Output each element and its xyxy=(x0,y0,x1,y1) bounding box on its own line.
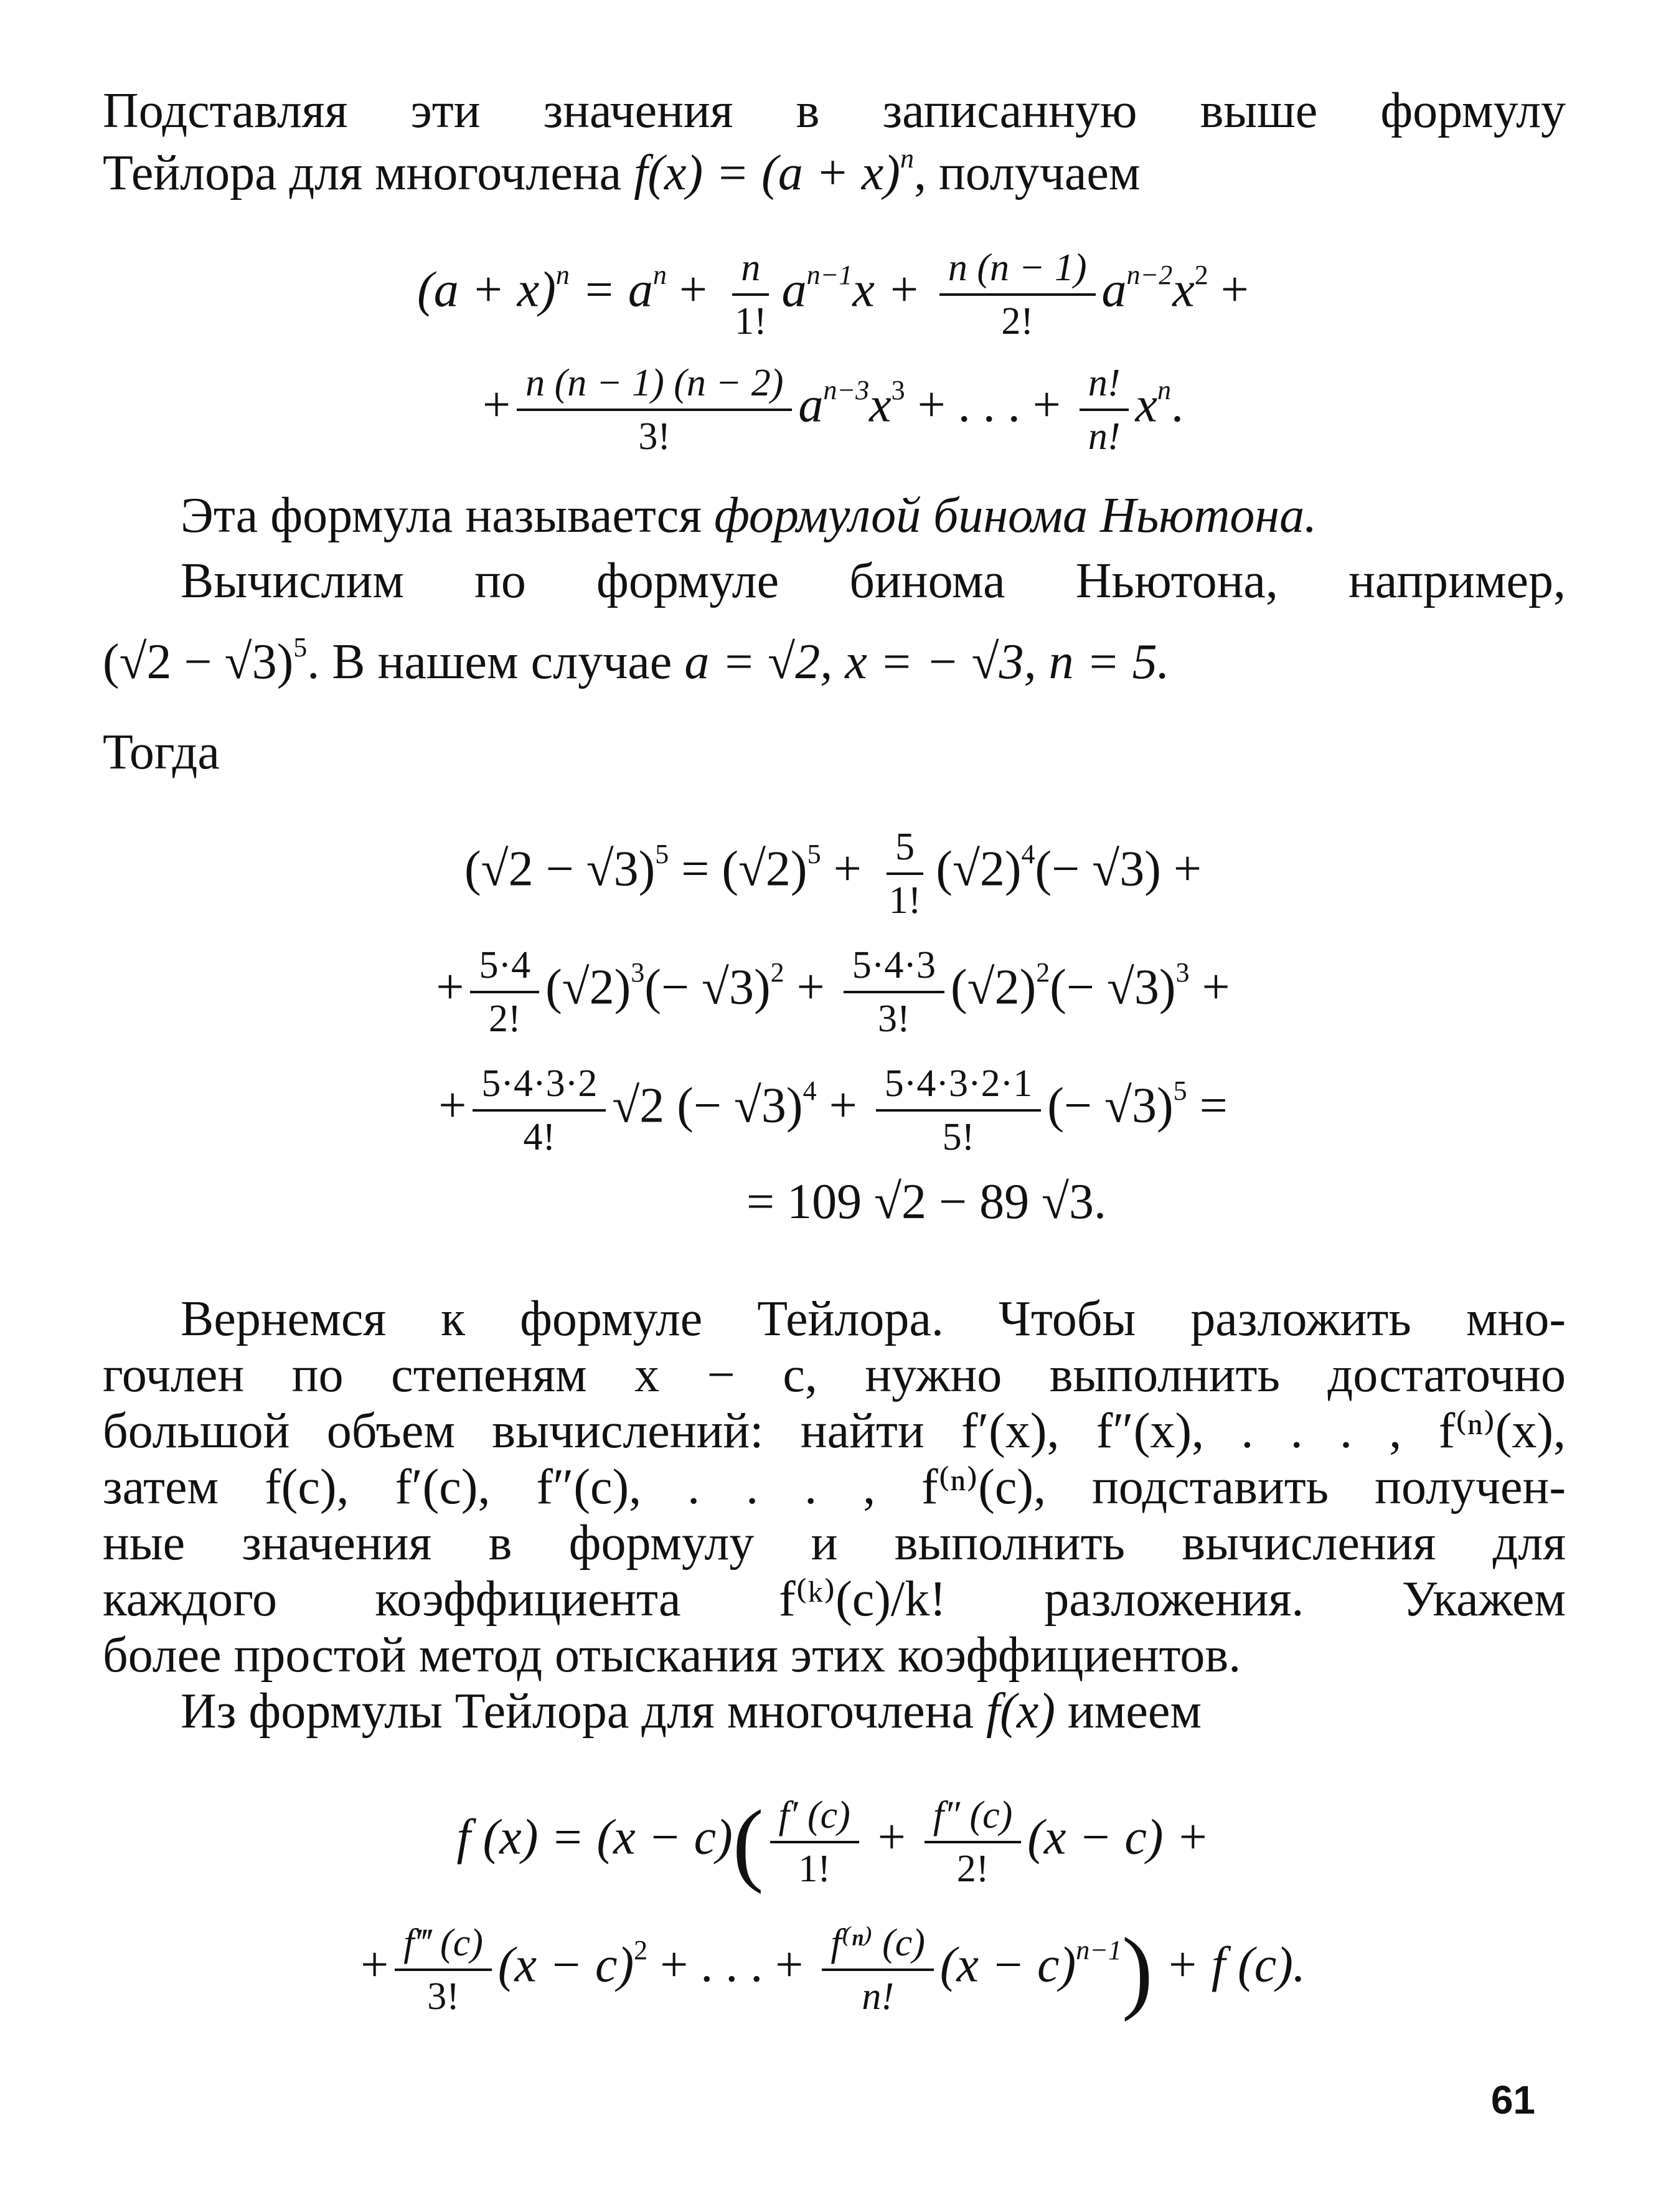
fraction-denominator: 5! xyxy=(942,1116,975,1158)
math: (√2 − √3) xyxy=(103,635,294,689)
math-sup: 2 xyxy=(1194,260,1208,291)
math-sup: 5 xyxy=(807,839,821,870)
math-sup: n xyxy=(652,260,667,291)
fraction-numerator: 5·4·3 xyxy=(844,943,944,993)
emphasis-text: формулой бинома Ньютона. xyxy=(714,488,1317,543)
math: (√2) xyxy=(545,960,631,1015)
math-sup: 2 xyxy=(634,1935,648,1966)
math-sup: 2 xyxy=(770,957,784,988)
math: + xyxy=(816,1078,870,1133)
math-sup: n−1 xyxy=(1076,1935,1122,1966)
math: = (√2) xyxy=(669,841,807,897)
paragraph-line: большой объем вычислений: найти f′(x), f″(x), . . . , f⁽ⁿ⁾(x), xyxy=(103,1404,1566,1458)
fraction-denominator: 2! xyxy=(488,998,521,1040)
math: (a + x) xyxy=(417,262,556,318)
math-sup: 4 xyxy=(1021,839,1035,870)
formula-inline: f(x) = (a + x) xyxy=(634,146,900,201)
math: (x − c) xyxy=(939,1937,1076,1993)
math-sup: 5 xyxy=(293,631,308,663)
math: + xyxy=(1189,960,1230,1015)
math: (− √3) xyxy=(644,960,771,1015)
fraction-numerator: n! xyxy=(1080,361,1129,411)
math-sup: n−3 xyxy=(823,375,870,406)
math: (− √3) + xyxy=(1035,841,1202,897)
math-sup: 3 xyxy=(891,375,905,406)
page-number: 61 xyxy=(1490,2077,1535,2122)
fraction-numerator: 5·4·3·2·1 xyxy=(876,1062,1042,1112)
fraction xyxy=(925,1794,1021,1891)
text-span: Эта формула называется xyxy=(181,488,715,543)
example-equation-line-1 xyxy=(0,825,1666,922)
math: + xyxy=(1208,262,1249,318)
math: + xyxy=(821,841,874,897)
fraction xyxy=(876,1062,1042,1159)
fraction-denominator: 1! xyxy=(798,1848,831,1890)
paragraph-line: Тогда xyxy=(103,725,220,780)
math-sup: 4 xyxy=(802,1075,817,1107)
math: + xyxy=(360,1937,389,1993)
math: + xyxy=(436,960,464,1015)
paragraph-line xyxy=(181,486,1566,546)
text-span: , получаем xyxy=(913,146,1141,201)
math-sup: 5 xyxy=(1173,1075,1187,1107)
math: x + xyxy=(852,262,933,318)
paragraph-line: более простой метод отыскания этих коэффициентов. xyxy=(103,1628,1241,1683)
example-equation-line-3 xyxy=(0,1062,1666,1159)
math: + xyxy=(865,1810,918,1865)
fraction-denominator: 4! xyxy=(523,1116,556,1158)
fraction-numerator: n (n − 1) (n − 2) xyxy=(517,361,792,411)
math-sup: 3 xyxy=(631,957,645,988)
taylor-equation-line-1 xyxy=(0,1791,1666,1895)
math: (− √3) xyxy=(1050,960,1176,1015)
paragraph-line: гочлен по степеням x − c, нужно выполнить достаточно xyxy=(103,1348,1566,1402)
math: a = √2, x = − √3, n = 5. xyxy=(684,635,1170,689)
math: f (x) = (x − c) xyxy=(456,1810,733,1865)
math: + xyxy=(482,377,511,433)
paragraph-line: Вычислим по формуле бинома Ньютона, например, xyxy=(181,554,1566,608)
fraction-numerator: f′ (c) xyxy=(770,1794,859,1843)
fraction-numerator: 5·4·3·2 xyxy=(473,1062,606,1112)
example-equation-result xyxy=(93,1171,1666,1233)
fraction xyxy=(939,246,1096,343)
math: (√2) xyxy=(951,960,1037,1015)
fraction-denominator: 2! xyxy=(956,1848,989,1890)
fraction xyxy=(726,246,776,343)
math: + xyxy=(784,960,837,1015)
math: x xyxy=(869,377,892,433)
math: = 109 √2 − 89 √3. xyxy=(746,1175,1107,1229)
paragraph-line xyxy=(103,632,1566,692)
fraction xyxy=(473,1062,606,1159)
math-sup: 3 xyxy=(1175,957,1190,988)
paragraph-line: затем f(c), f′(c), f″(c), . . . , f⁽ⁿ⁾(c), подставить получен- xyxy=(103,1460,1566,1515)
math: + . . . + xyxy=(905,377,1073,433)
binomial-equation-line-1 xyxy=(0,246,1666,343)
paragraph-line: ные значения в формулу и выполнить вычисления для xyxy=(103,1516,1566,1571)
taylor-equation-line-2 xyxy=(0,1919,1666,2023)
math: = a xyxy=(569,262,653,318)
math: + f (c). xyxy=(1152,1937,1306,1993)
math: √2 (− √3) xyxy=(612,1078,803,1133)
fraction-denominator: 3! xyxy=(878,998,910,1040)
fraction xyxy=(844,943,944,1041)
math: + . . . + xyxy=(647,1937,816,1993)
math-sup: n xyxy=(555,260,570,291)
math: (x − c) xyxy=(497,1937,634,1993)
math: a xyxy=(1101,262,1127,318)
fraction-numerator: n (n − 1) xyxy=(939,246,1096,296)
fraction-denominator: 1! xyxy=(735,300,767,343)
math-sup: 5 xyxy=(655,839,669,870)
math-sup: 2 xyxy=(1036,957,1050,988)
fraction-denominator: 3! xyxy=(427,1975,459,2018)
math: (x − c) + xyxy=(1027,1810,1210,1865)
fraction-denominator: n! xyxy=(1088,415,1121,458)
math-sup: n−2 xyxy=(1126,260,1173,291)
text-span: . В нашем случае xyxy=(307,635,685,689)
math: = xyxy=(1187,1078,1228,1133)
fraction-numerator: 5·4 xyxy=(470,943,539,993)
formula-sup: n xyxy=(900,143,914,174)
math: . xyxy=(1171,377,1184,433)
left-paren: ( xyxy=(732,1791,764,1895)
fraction-denominator: n! xyxy=(862,1975,894,2018)
fraction xyxy=(770,1794,859,1891)
fraction-numerator: f⁽ⁿ⁾ (c) xyxy=(822,1921,934,1971)
math: x xyxy=(1135,377,1157,433)
fraction xyxy=(470,943,539,1041)
fraction-numerator: f″ (c) xyxy=(925,1794,1021,1843)
fraction xyxy=(1080,361,1129,458)
math-sup: n−1 xyxy=(806,260,853,291)
paragraph-line xyxy=(181,1681,1566,1741)
math-sup: n xyxy=(1157,375,1171,406)
text-span: имеем xyxy=(1055,1684,1202,1739)
fraction xyxy=(822,1921,934,2018)
text-span: Из формулы Тейлора для многочлена xyxy=(181,1684,986,1739)
example-equation-line-2 xyxy=(0,943,1666,1041)
binomial-equation-line-2 xyxy=(0,361,1666,458)
fraction xyxy=(517,361,792,458)
math: (√2 − √3) xyxy=(464,841,656,897)
fraction-numerator: 5 xyxy=(887,825,923,875)
math: f(x) xyxy=(986,1684,1055,1739)
math: x xyxy=(1172,262,1195,318)
math: + xyxy=(666,262,720,318)
fraction-denominator: 2! xyxy=(1001,300,1034,343)
fraction-denominator: 3! xyxy=(638,415,671,458)
math: (√2) xyxy=(936,841,1022,897)
right-paren: ) xyxy=(1121,1919,1153,2023)
fraction xyxy=(395,1921,492,2018)
paragraph-line: Подставляя эти значения в записанную выше формулу xyxy=(103,83,1566,138)
fraction-numerator: f‴ (c) xyxy=(395,1921,492,1971)
math: a xyxy=(798,377,824,433)
fraction-numerator: n xyxy=(732,246,769,296)
math: a xyxy=(781,262,807,318)
math: (− √3) xyxy=(1047,1078,1174,1133)
fraction-denominator: 1! xyxy=(888,879,921,922)
paragraph-line: Вернемся к формуле Тейлора. Чтобы разложить мно- xyxy=(181,1292,1566,1346)
paragraph-line xyxy=(103,143,1566,203)
paragraph-line: каждого коэффициента f⁽ᵏ⁾(c)/k! разложения. Укажем xyxy=(103,1572,1566,1627)
text-span: Тейлора для многочлена xyxy=(103,146,622,201)
fraction xyxy=(880,825,930,922)
math: + xyxy=(438,1078,467,1133)
